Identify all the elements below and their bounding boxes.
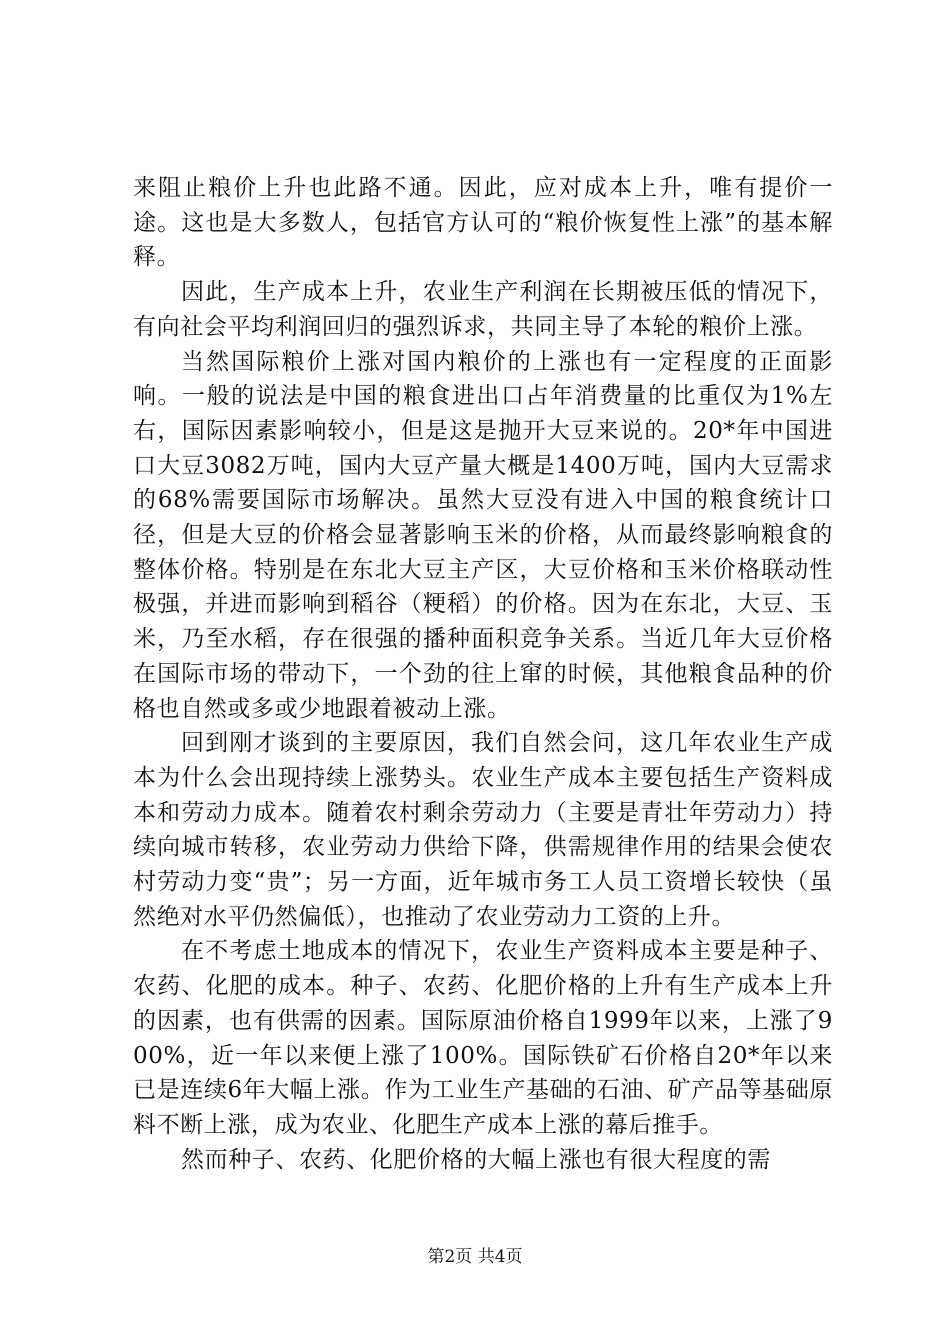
paragraph: 回到刚才谈到的主要原因，我们自然会问，这几年农业生产成本为什么会出现持续上涨势头。农业生产成本主要包括生产资料成本和劳动力成本。随着农村剩余劳动力（主要是青壮年劳动力）持续向城市转移，农业劳动力供给下降，供需规律作用的结果会使农村劳动力变“贵”；另一方面，近年城市务工人员工资增长较快（虽然绝对水平仍然偏低），也推动了农业劳动力工资的上升。 [133,730,833,930]
paragraph: 在不考虑土地成本的情况下，农业生产资料成本主要是种子、农药、化肥的成本。种子、农药、化肥价格的上升有生产成本上升的因素，也有供需的因素。国际原油价格自1999年以来，上涨了900%，近一年以来便上涨了100%。国际铁矿石价格自20*年以来已是连续6年大幅上涨。作为工业生产基础的石油、矿产品等基础原料不断上涨，成为农业、化肥生产成本上涨的幕后推手。 [133,938,833,1138]
body-text [133,171,833,1177]
paragraph: 来阻止粮价上升也此路不通。因此，应对成本上升，唯有提价一途。这也是大多数人，包括官方认可的“粮价恢复性上涨”的基本解释。 [133,175,833,271]
paragraph: 然而种子、农药、化肥价格的大幅上涨也有很大程度的需 [181,1146,771,1173]
page-number-footer: 第2页 共4页 [427,1247,523,1267]
paragraph: 因此，生产成本上升，农业生产利润在长期被压低的情况下，有向社会平均利润回归的强烈诉求，共同主导了本轮的粮价上涨。 [133,279,833,340]
paragraph: 当然国际粮价上涨对国内粮价的上涨也有一定程度的正面影响。一般的说法是中国的粮食进出口占年消费量的比重仅为1%左右，国际因素影响较小，但是这是抛开大豆来说的。20*年中国进口大豆3082万吨，国内大豆产量大概是1400万吨，国内大豆需求的68%需要国际市场解决。虽然大豆没有进入中国的粮食统计口径，但是大豆的价格会显著影响玉米的价格，从而最终影响粮食的整体价格。特别是在东北大豆主产区，大豆价格和玉米价格联动性极强，并进而影响到稻谷（粳稻）的价格。因为在东北，大豆、玉米，乃至水稻，存在很强的播种面积竞争关系。当近几年大豆价格在国际市场的带动下，一个劲的往上窜的时候，其他粮食品种的价格也自然或多或少地跟着被动上涨。 [133,348,833,722]
